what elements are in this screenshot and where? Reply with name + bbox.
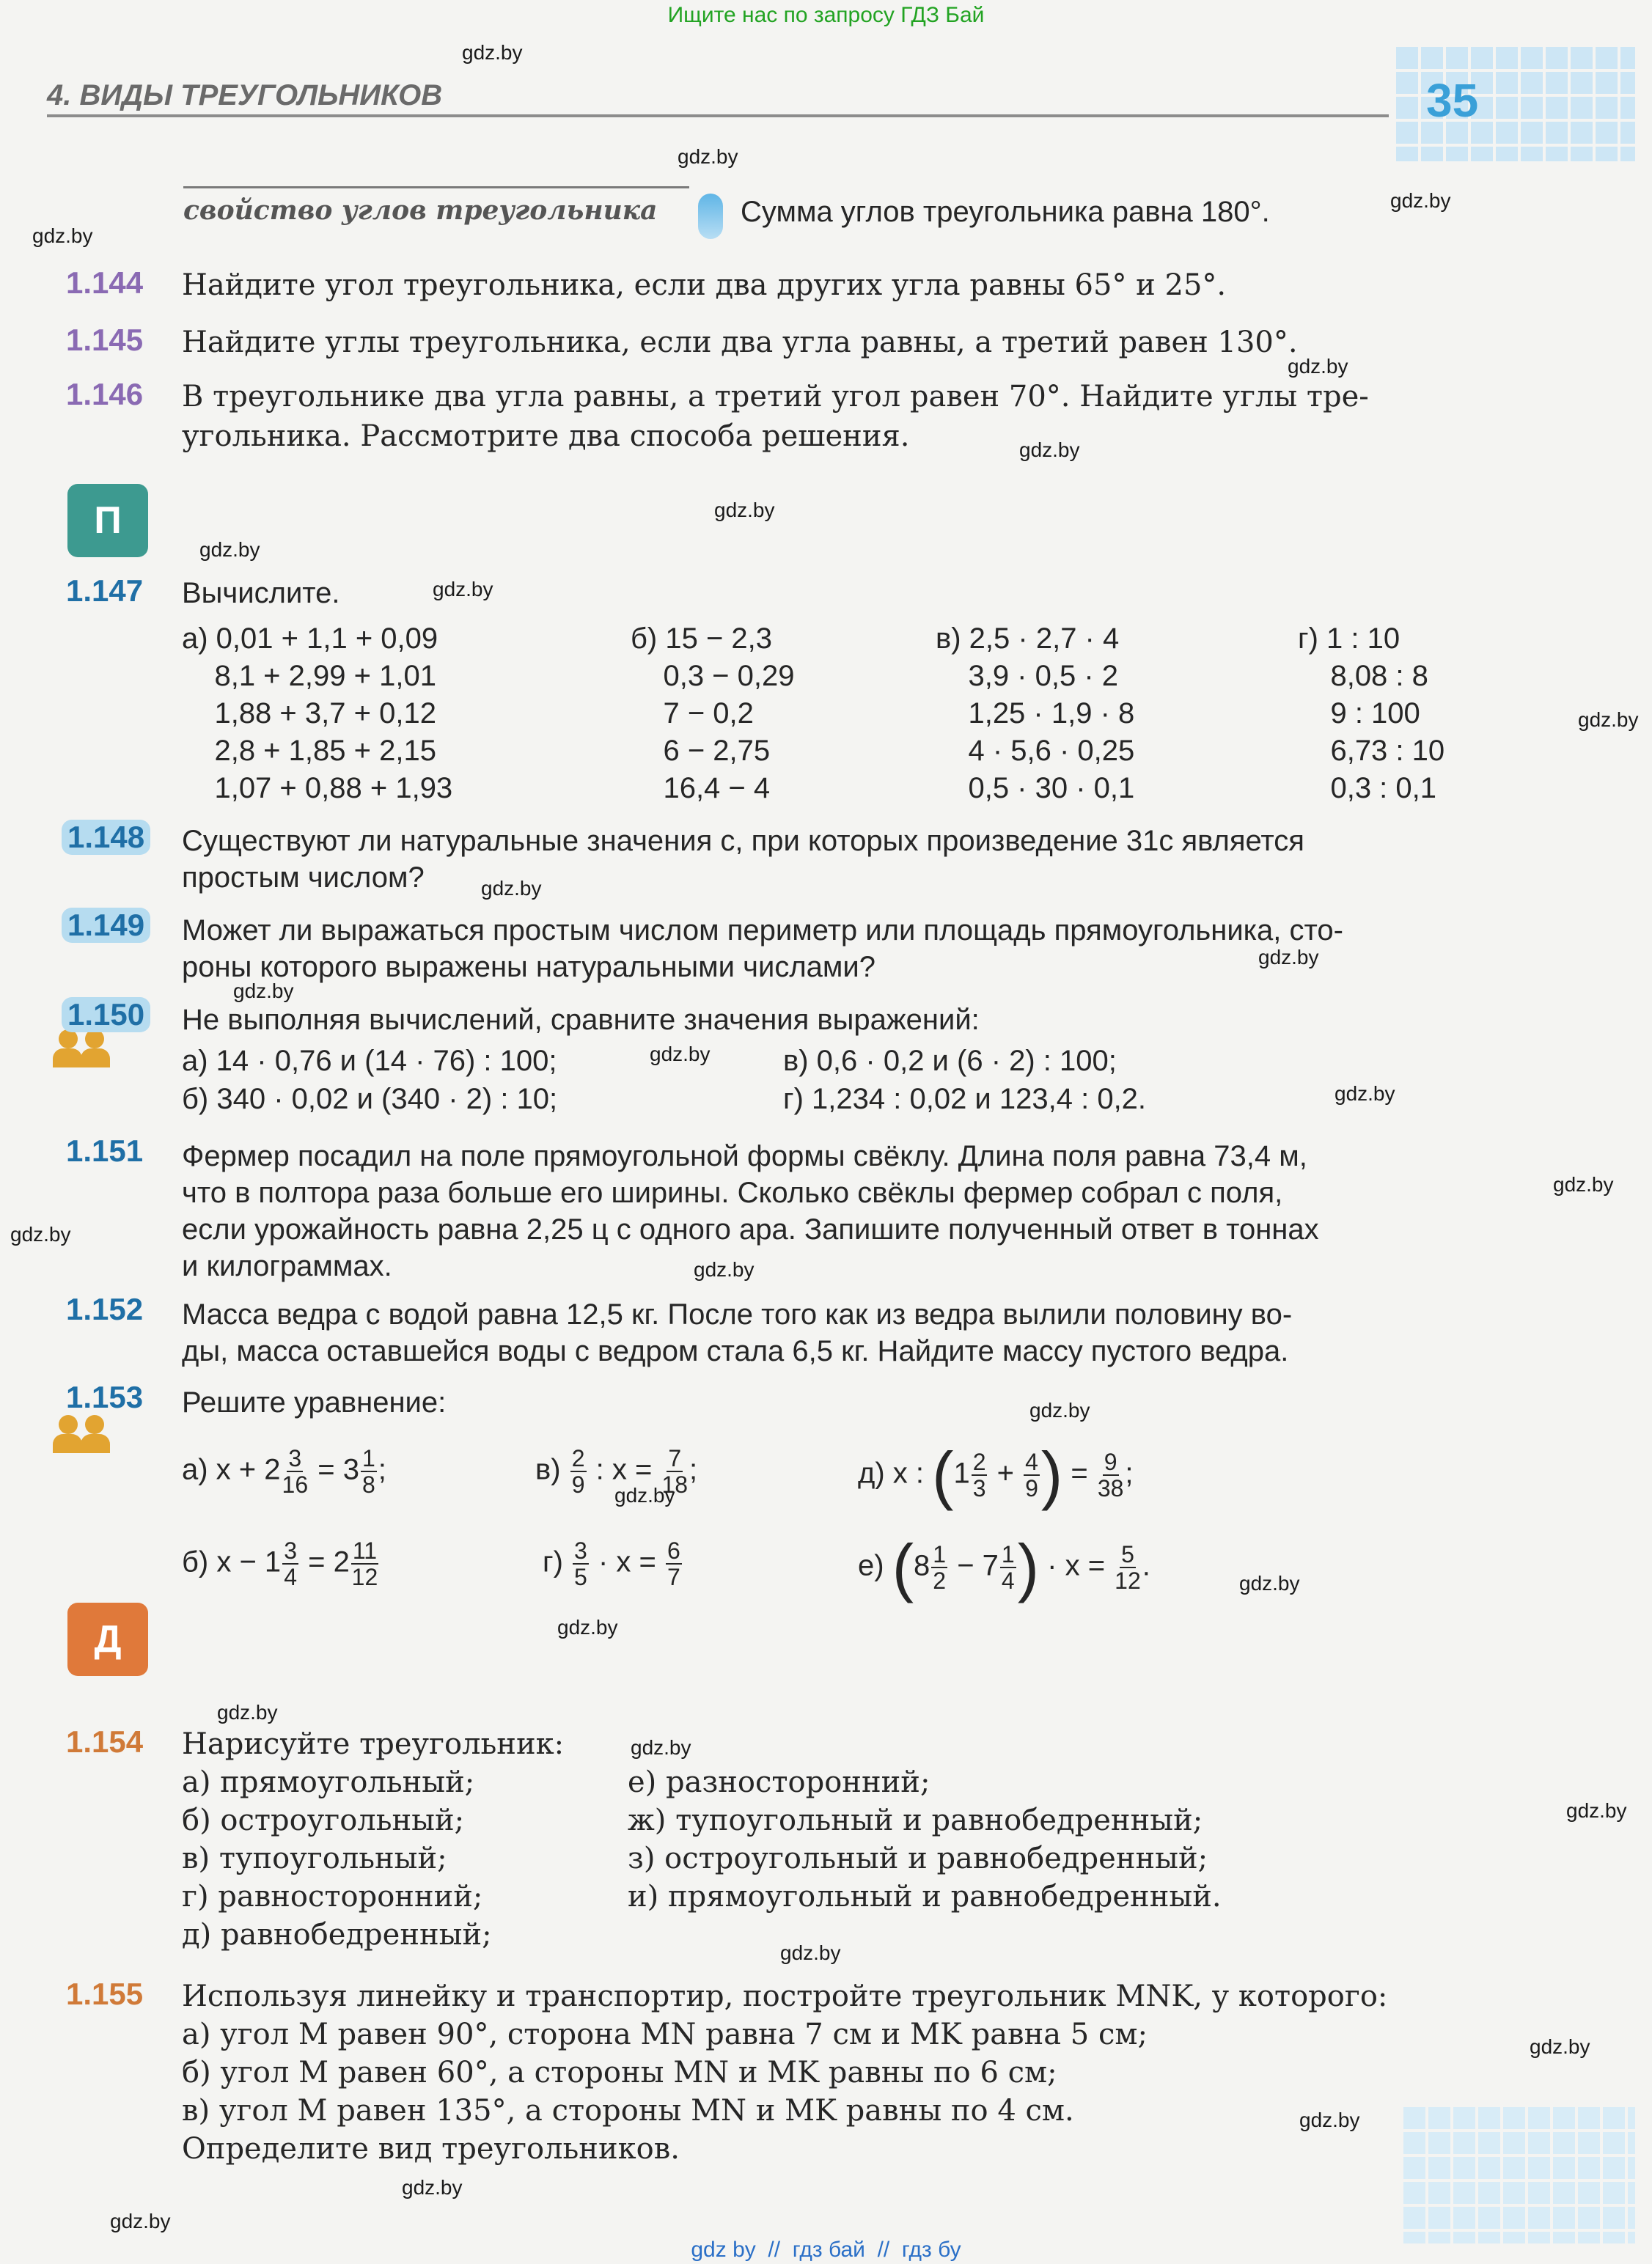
watermark: gdz.by — [1019, 438, 1080, 461]
problem-number: 1.153 — [66, 1380, 144, 1414]
watermark: gdz.by — [1530, 2035, 1590, 2058]
equation-e: е) (8 $\frac{1}{2}$ − 7 $\frac{1}{4}$ ) · x = $\frac{5}{12}$ . — [858, 1531, 1150, 1603]
problem-number: 1.150 — [62, 997, 150, 1032]
corner-grid-bottom — [1400, 2104, 1635, 2243]
fraction: $\frac{5}{12}$ — [1115, 1541, 1141, 1594]
problem-text: Может ли выражаться простым числом периметр или площадь прямоугольника, сто- — [182, 914, 1343, 947]
problem-text: Фермер посадил на поле прямоугольной формы свёклу. Длина поля равна 73,4 м, — [182, 1140, 1307, 1172]
watermark: gdz.by — [1258, 946, 1319, 969]
problem-text: Найдите угол треугольника, если два других угла равны 65° и 25°. — [182, 268, 1227, 302]
problem-number: 1.152 — [66, 1292, 144, 1326]
problem-text: угольника. Рассмотрите два способа решения. — [182, 419, 910, 453]
calc-column-a: а) 0,01 + 1,1 + 0,09 8,1 + 2,99 + 1,01 1,88 + 3,7 + 0,12 2,8 + 1,85 + 2,15 1,07 + 0,88 + 1,93 — [182, 622, 453, 804]
fraction: $\frac{2}{3}$ — [972, 1449, 986, 1502]
problem-text: роны которого выражены натуральными числами? — [182, 951, 875, 983]
watermark: gdz.by — [631, 1736, 691, 1759]
problem-text: Определите вид треугольников. — [182, 2132, 680, 2166]
watermark: gdz.by — [32, 224, 93, 247]
pair-work-icon — [53, 1029, 111, 1066]
fraction: $\frac{9}{38}$ — [1097, 1449, 1124, 1502]
chapter-title: 4. ВИДЫ ТРЕУГОЛЬНИКОВ — [47, 79, 443, 111]
equation-d: д) x : (1 $\frac{2}{3}$ + $\frac{4}{9}$ ) = $\frac{9}{38}$ ; — [858, 1438, 1134, 1511]
calc-column-b: б) 15 − 2,3 0,3 − 0,29 7 − 0,2 6 − 2,75 16,4 − 4 — [631, 622, 795, 804]
watermark: gdz.by — [780, 1941, 841, 1964]
problem-text: ды, масса оставшейся воды с ведром стала 6,5 кг. Найдите массу пустого ведра. — [182, 1335, 1289, 1367]
problem-number: 1.148 — [62, 820, 150, 855]
watermark: gdz.by — [1553, 1173, 1614, 1196]
watermark: gdz.by — [650, 1043, 711, 1065]
watermark: gdz.by — [1288, 355, 1348, 378]
triangle-item: б) остроугольный; — [182, 1804, 465, 1837]
fraction: $\frac{1}{8}$ — [361, 1445, 375, 1498]
problem-number: 1.145 — [66, 323, 144, 357]
watermark: gdz.by — [199, 538, 260, 561]
property-label: свойство углов треугольника — [183, 195, 658, 226]
problem-number: 1.147 — [66, 573, 144, 608]
section-p-icon: П — [67, 484, 148, 557]
fraction: $\frac{7}{18}$ — [661, 1445, 689, 1498]
fraction: $\frac{1}{4}$ — [1001, 1541, 1015, 1594]
watermark: gdz.by — [1299, 2109, 1360, 2131]
triangle-item: в) тупоугольный; — [182, 1842, 447, 1875]
problem-number: 1.151 — [66, 1133, 144, 1168]
watermark: gdz.by — [462, 41, 523, 64]
watermark: gdz.by — [1390, 189, 1451, 212]
problem-text: а) угол M равен 90°, сторона MN равна 7 см и MK равна 5 см; — [182, 2018, 1148, 2051]
watermark: gdz.by — [433, 578, 493, 600]
equation-b: б) x − 1 $\frac{3}{4}$ = 2 $\frac{11}{12}$ — [182, 1537, 378, 1590]
watermark: gdz.by — [694, 1258, 755, 1281]
problem-text: что в полтора раза больше его ширины. Сколько свёклы фермер собрал с поля, — [182, 1177, 1283, 1209]
pair-work-icon — [53, 1415, 111, 1452]
problem-text: и килограммах. — [182, 1250, 392, 1282]
problem-text: в) угол M равен 135°, а стороны MN и MK равны по 4 см. — [182, 2094, 1074, 2128]
property-text: Сумма углов треугольника равна 180°. — [741, 196, 1270, 228]
problem-text: б) угол M равен 60°, а стороны MN и MK равны по 6 см; — [182, 2056, 1057, 2090]
problem-text: если урожайность равна 2,25 ц с одного ара. Запишите полученный ответ в тоннах — [182, 1213, 1319, 1246]
problem-text: В треугольнике два угла равны, а третий угол равен 70°. Найдите углы тре- — [182, 380, 1369, 414]
top-banner[interactable]: Ищите нас по запросу ГДЗ Бай — [667, 3, 985, 27]
watermark: gdz.by — [217, 1701, 278, 1724]
watermark: gdz.by — [614, 1484, 675, 1507]
watermark: gdz.by — [1029, 1399, 1090, 1422]
calc-column-v: в) 2,5 · 2,7 · 4 3,9 · 0,5 · 2 1,25 · 1,9 · 8 4 · 5,6 · 0,25 0,5 · 30 · 0,1 — [936, 622, 1135, 804]
problem-title: Вычислите. — [182, 577, 340, 609]
problem-number: 1.146 — [66, 377, 144, 411]
section-d-icon: Д — [67, 1603, 148, 1676]
problem-title: Решите уравнение: — [182, 1386, 447, 1419]
compare-item: а) 14 · 0,76 и (14 · 76) : 100; — [182, 1045, 557, 1077]
page-number: 35 — [1426, 74, 1479, 127]
footer-links[interactable]: gdz by // гдз бай // гдз бу — [691, 2238, 961, 2262]
problem-number: 1.149 — [62, 908, 150, 943]
watermark: gdz.by — [1578, 708, 1639, 731]
triangle-item: а) прямоугольный; — [182, 1765, 475, 1799]
equation-g: г) $\frac{3}{5}$ · x = $\frac{6}{7}$ — [543, 1537, 680, 1590]
problem-text: Используя линейку и транспортир, постройте треугольник MNK, у которого: — [182, 1980, 1388, 2013]
fraction: $\frac{3}{5}$ — [574, 1537, 587, 1590]
watermark: gdz.by — [1335, 1082, 1395, 1105]
header-rule — [47, 114, 1389, 117]
watermark: gdz.by — [714, 499, 775, 521]
fraction: $\frac{11}{12}$ — [351, 1537, 378, 1590]
fraction: $\frac{1}{2}$ — [933, 1541, 947, 1594]
fraction: $\frac{3}{16}$ — [282, 1445, 309, 1498]
triangle-item: ж) тупоугольный и равнобедренный; — [628, 1804, 1203, 1837]
problem-number: 1.154 — [66, 1724, 144, 1759]
eq-part: а) x + 2 — [182, 1453, 281, 1486]
triangle-item: и) прямоугольный и равнобедренный. — [628, 1880, 1222, 1914]
equation-v: в) $\frac{2}{9}$ : x = $\frac{7}{18}$ ; — [535, 1445, 698, 1498]
watermark: gdz.by — [10, 1223, 71, 1246]
watermark: gdz.by — [402, 2176, 463, 2199]
problem-text: Существуют ли натуральные значения c, при которых произведение 31c является — [182, 825, 1304, 857]
eq-part: = 3 — [317, 1453, 359, 1486]
watermark: gdz.by — [233, 980, 294, 1002]
watermark: gdz.by — [1239, 1572, 1300, 1595]
watermark: gdz.by — [1566, 1799, 1627, 1822]
problem-number: 1.144 — [66, 265, 144, 300]
calc-column-g: г) 1 : 10 8,08 : 8 9 : 100 6,73 : 10 0,3 : 0,1 — [1298, 622, 1445, 804]
watermark: gdz.by — [481, 877, 542, 900]
property-marker — [698, 194, 723, 239]
triangle-item: д) равнобедренный; — [182, 1918, 492, 1952]
problem-text: Найдите углы треугольника, если два угла равны, а третий равен 130°. — [182, 326, 1298, 359]
property-rule — [183, 186, 689, 188]
compare-item: г) 1,234 : 0,02 и 123,4 : 0,2. — [783, 1083, 1147, 1115]
equation-a: а) x + 2 $\frac{3}{16}$ = 3 $\frac{1}{8}$ ; — [182, 1445, 386, 1498]
compare-item: б) 340 · 0,02 и (340 · 2) : 10; — [182, 1083, 558, 1115]
fraction: $\frac{4}{9}$ — [1025, 1449, 1038, 1502]
watermark: gdz.by — [110, 2210, 171, 2232]
watermark: gdz.by — [678, 145, 738, 168]
triangle-item: з) остроугольный и равнобедренный; — [628, 1842, 1208, 1875]
compare-item: в) 0,6 · 0,2 и (6 · 2) : 100; — [783, 1045, 1117, 1077]
watermark: gdz.by — [557, 1616, 618, 1639]
fraction: $\frac{2}{9}$ — [571, 1445, 585, 1498]
triangle-item: г) равносторонний; — [182, 1880, 483, 1914]
problem-number: 1.155 — [66, 1977, 144, 2011]
triangle-item: е) разносторонний; — [628, 1765, 930, 1799]
problem-text: простым числом? — [182, 861, 425, 894]
problem-title: Нарисуйте треугольник: — [182, 1727, 565, 1761]
problem-title: Не выполняя вычислений, сравните значения выражений: — [182, 1004, 980, 1036]
problem-text: Масса ведра с водой равна 12,5 кг. После того как из ведра вылили половину во- — [182, 1298, 1293, 1331]
fraction: $\frac{3}{4}$ — [284, 1537, 297, 1590]
fraction: $\frac{6}{7}$ — [667, 1537, 680, 1590]
